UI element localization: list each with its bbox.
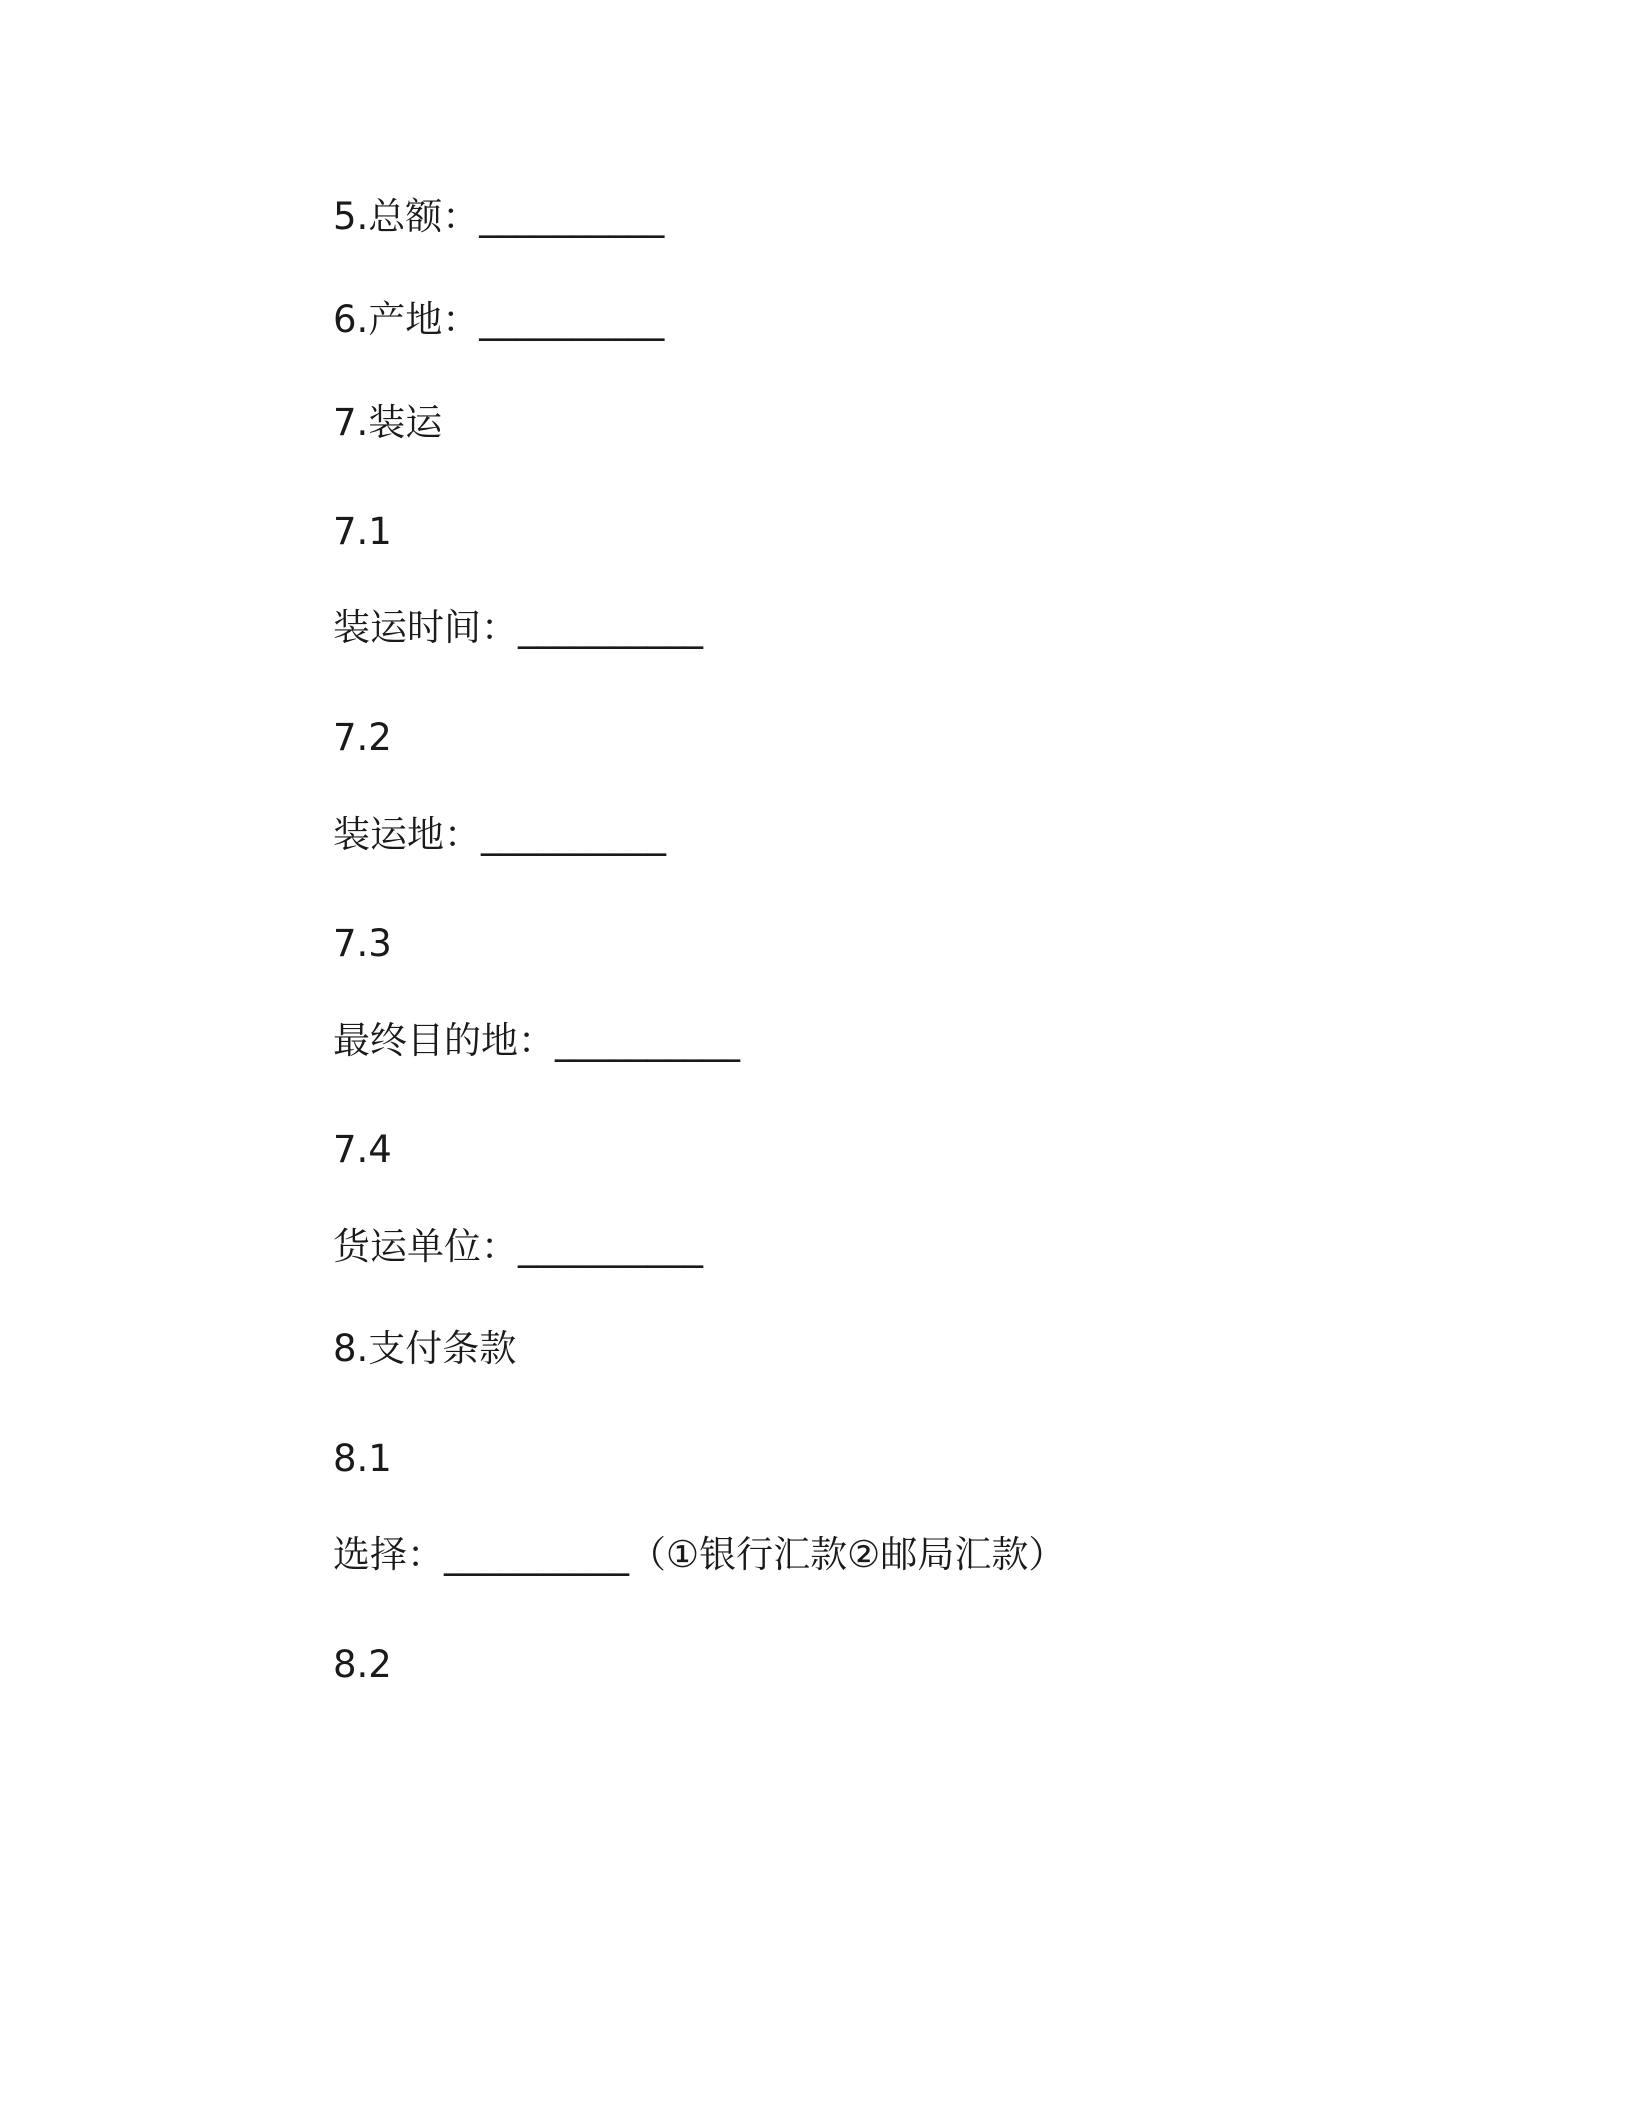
- section-7-4-number: 7.4: [333, 1128, 392, 1171]
- section-7-2-number: 7.2: [333, 716, 392, 759]
- section-7-1-number: 7.1: [333, 510, 392, 553]
- shipment-place-line: 装运地：__________: [333, 813, 666, 856]
- section-7-3-number: 7.3: [333, 922, 392, 965]
- shipment-time-line: 装运时间：__________: [333, 606, 703, 649]
- payment-terms-heading: 8.支付条款: [333, 1327, 517, 1370]
- origin-line: 6.产地：__________: [333, 298, 665, 341]
- section-8-2-number: 8.2: [333, 1643, 392, 1686]
- payment-choice-line: 选择：__________（①银行汇款②邮局汇款）: [333, 1533, 1066, 1576]
- section-8-1-number: 8.1: [333, 1437, 392, 1480]
- total-amount-line: 5.总额：__________: [333, 195, 665, 238]
- final-destination-line: 最终目的地：__________: [333, 1019, 740, 1062]
- shipment-heading: 7.装运: [333, 401, 443, 444]
- freight-unit-line: 货运单位：__________: [333, 1225, 703, 1268]
